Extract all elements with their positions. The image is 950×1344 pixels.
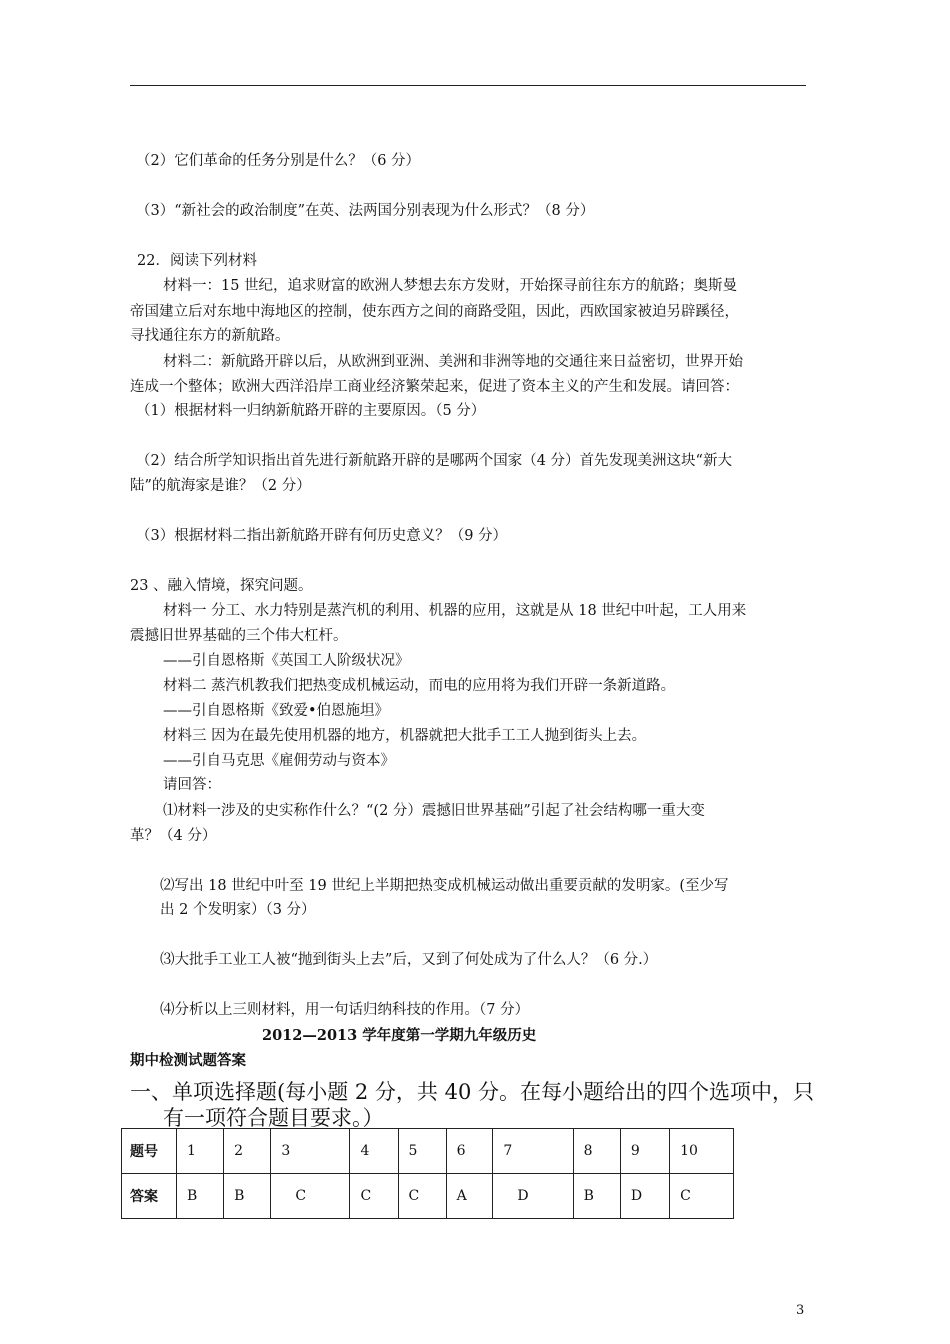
q23-part-1-line-1: ⑴材料一涉及的史实称作什么？“(2 分）震撼旧世界基础”引起了社会结构哪一重大变 (163, 803, 705, 819)
row-header-answer: 答案 (122, 1174, 177, 1219)
table-cell: B (177, 1174, 224, 1219)
q23-material-1-line-2: 震撼旧世界基础的三个伟大杠杆。 (130, 628, 348, 644)
table-cell: 8 (573, 1129, 620, 1174)
question-22-heading: 22．阅读下列材料 (137, 253, 257, 269)
q23-part-3: ⑶大批手工业工人被“抛到街头上去”后，又到了何处成为了什么人？（6 分.） (160, 952, 658, 968)
answer-key-subtitle: 期中检测试题答案 (130, 1052, 246, 1069)
table-cell: 2 (224, 1129, 271, 1174)
header-rule (130, 85, 806, 86)
table-cell: 4 (350, 1129, 398, 1174)
q23-material-1-source: ——引自恩格斯《英国工人阶级状况》 (163, 653, 410, 669)
page-number: 3 (796, 1303, 805, 1318)
question-21-part-2: （2）它们革命的任务分别是什么？（6 分） (136, 153, 421, 169)
material-1-line-1: 材料一：15 世纪，追求财富的欧洲人梦想去东方发财，开始探寻前往东方的航路；奥斯曼 (163, 278, 738, 294)
q23-part-1-line-2: 革？（4 分） (130, 828, 217, 844)
table-cell: C (398, 1174, 446, 1219)
table-cell: 1 (177, 1129, 224, 1174)
table-cell: 9 (620, 1129, 669, 1174)
q23-part-4: ⑷分析以上三则材料，用一句话归纳科技的作用。（7 分） (160, 1002, 530, 1018)
answer-key-title: 2012—2013 学年度第一学期九年级历史 (262, 1027, 537, 1044)
table-cell: D (493, 1174, 573, 1219)
q23-material-2: 材料二 蒸汽机教我们把热变成机械运动，而电的应用将为我们开辟一条新道路。 (163, 678, 676, 694)
q23-material-2-source: ——引自恩格斯《致爱•伯恩施坦》 (163, 703, 390, 719)
table-cell: 5 (398, 1129, 446, 1174)
question-22-part-1: （1）根据材料一归纳新航路开辟的主要原因。（5 分） (136, 403, 486, 419)
material-1-line-3: 寻找通往东方的新航路。 (130, 328, 290, 344)
q23-material-3: 材料三 因为在最先使用机器的地方，机器就把大批手工工人抛到街头上去。 (163, 728, 647, 744)
material-2-line-1: 材料二：新航路开辟以后，从欧洲到亚洲、美洲和非洲等地的交通往来日益密切，世界开始 (163, 354, 743, 370)
q23-part-2-line-1: ⑵写出 18 世纪中叶至 19 世纪上半期把热变成机械运动做出重要贡献的发明家。(至少写 (160, 878, 729, 894)
question-22-part-2-line-1: （2）结合所学知识指出首先进行新航路开辟的是哪两个国家（4 分）首先发现美洲这块“新大 (136, 453, 732, 469)
question-23-heading: 23 、融入情境，探究问题。 (130, 578, 313, 594)
section-heading-line-2: 有一项符合题目要求。） (163, 1106, 384, 1130)
question-22-part-2-line-2: 陆”的航海家是谁？（2 分） (130, 478, 311, 494)
question-21-part-3: （3）“新社会的政治制度”在英、法两国分别表现为什么形式？（8 分） (136, 203, 595, 219)
q23-prompt: 请回答： (163, 777, 221, 793)
section-heading-line-1: 一、单项选择题(每小题 2 分，共 40 分。在每小题给出的四个选项中，只 (130, 1080, 814, 1104)
material-2-line-2: 连成一个整体；欧洲大西洋沿岸工商业经济繁荣起来，促进了资本主义的产生和发展。请回答： (130, 379, 739, 395)
q23-material-1-line-1: 材料一 分工、水力特别是蒸汽机的利用、机器的应用，这就是从 18 世纪中叶起，工人用来 (163, 603, 747, 619)
answer-table (121, 1128, 734, 1219)
table-cell: 3 (271, 1129, 350, 1174)
table-cell: 10 (670, 1129, 734, 1174)
table-cell: B (224, 1174, 271, 1219)
table-row-answers (122, 1174, 734, 1219)
table-row-numbers (122, 1129, 734, 1174)
q23-material-3-source: ——引自马克思《雇佣劳动与资本》 (163, 753, 395, 769)
table-cell: C (670, 1174, 734, 1219)
table-cell: C (350, 1174, 398, 1219)
question-22-part-3: （3）根据材料二指出新航路开辟有何历史意义？（9 分） (136, 528, 508, 544)
material-1-line-2: 帝国建立后对东地中海地区的控制，使东西方之间的商路受阻，因此，西欧国家被迫另辟蹊径， (130, 304, 739, 320)
q23-part-2-line-2: 出 2 个发明家）（3 分） (160, 902, 316, 918)
table-cell: A (446, 1174, 493, 1219)
row-header-number: 题号 (122, 1129, 177, 1174)
table-cell: 6 (446, 1129, 493, 1174)
table-cell: B (573, 1174, 620, 1219)
table-cell: D (620, 1174, 669, 1219)
table-cell: C (271, 1174, 350, 1219)
table-cell: 7 (493, 1129, 573, 1174)
